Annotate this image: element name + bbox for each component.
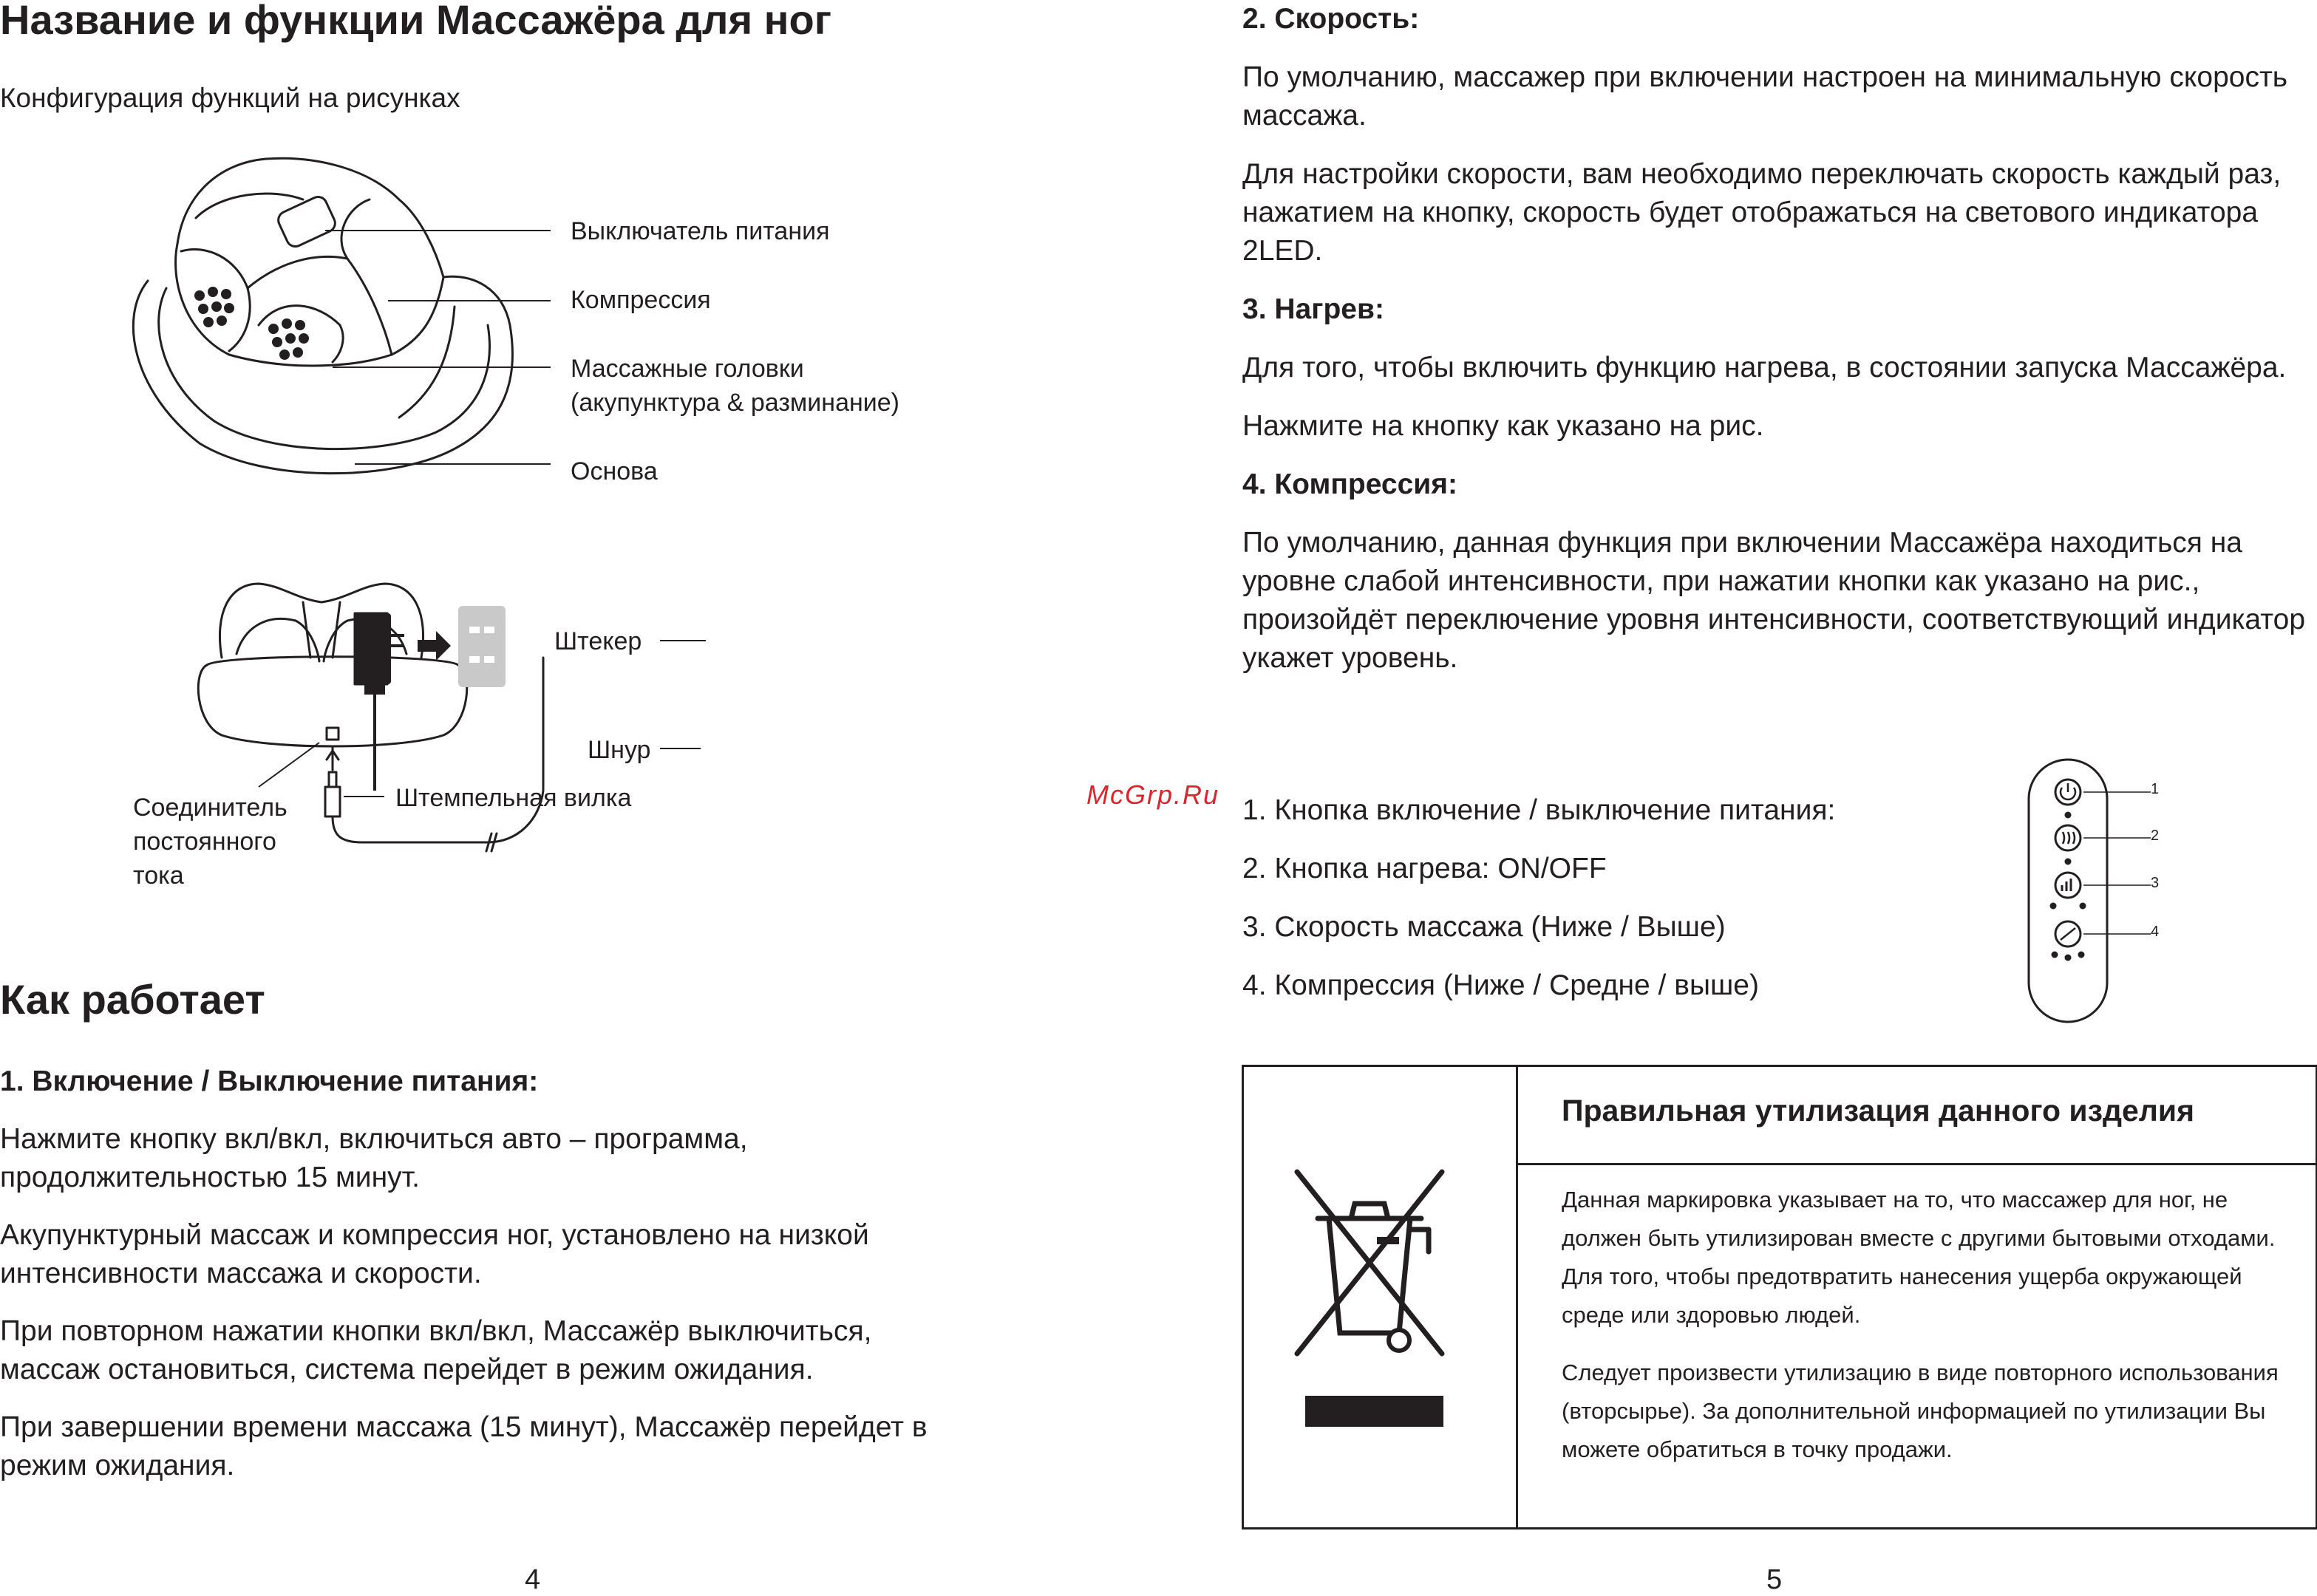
- s1-paragraph-3: При повторном нажатии кнопки вкл/вкл, Массажёр выключиться, массаж остановиться, система перейдет в режим ожидания.: [0, 1315, 872, 1385]
- button-list-item-2: 2. Кнопка нагрева: ON/OFF: [1242, 853, 1607, 884]
- s1-heading: 1. Включение / Выключение питания:: [0, 1065, 539, 1097]
- page-title: Название и функции Массажёра для ног: [0, 0, 832, 43]
- label-dc-plug: Штемпельная вилка: [395, 784, 632, 812]
- label-compression: Компрессия: [571, 286, 711, 314]
- label-base: Основа: [571, 457, 658, 485]
- remote-number-3: 3: [2151, 875, 2160, 891]
- remote-number-4: 4: [2151, 924, 2160, 940]
- button-list-item-1: 1. Кнопка включение / выключение питания:: [1242, 794, 1836, 826]
- page-subtitle: Конфигурация функций на рисунках: [0, 83, 460, 113]
- label-dc-connector-2: постоянного: [133, 828, 276, 856]
- s1-paragraph-1: Нажмите кнопку вкл/вкл, включиться авто – программа, продолжительностью 15 минут.: [0, 1123, 748, 1193]
- weee-crossed-bin-icon: [1288, 1163, 1451, 1436]
- label-power-switch: Выключатель питания: [571, 217, 830, 245]
- s2-paragraph-2: Для настройки скорости, вам необходимо переключать скорость каждый раз, нажатием на кнопку, скорость будет отображаться на светового индикатора 2LED.: [1242, 158, 2282, 267]
- remote-control-illustration: [2025, 754, 2188, 1027]
- disposal-info-box: [1242, 1065, 2317, 1530]
- right-page-sections: [1242, 0, 2307, 678]
- disposal-divider-horizontal: [1518, 1163, 2316, 1165]
- remote-number-2: 2: [2151, 828, 2160, 844]
- label-massage-heads: Массажные головки: [571, 355, 804, 383]
- page-number-left: 4: [525, 1564, 541, 1595]
- disposal-paragraph-2: Следует произвести утилизацию в виде повторного использования (вторсырье). За дополнительной информацией по утилизации Вы можете обратиться в точку продажи.: [1562, 1360, 2279, 1462]
- section-1-power: [0, 1063, 976, 1485]
- disposal-text: [1562, 1181, 2293, 1469]
- disposal-divider-vertical: [1516, 1067, 1518, 1527]
- s1-paragraph-2: Акупунктурный массаж и компрессия ног, установлено на низкой интенсивности массажа и скорости.: [0, 1219, 869, 1289]
- remote-number-1: 1: [2151, 781, 2160, 797]
- s2-heading: 2. Скорость:: [1242, 3, 1420, 35]
- label-dc-connector-1: Соединитель: [133, 794, 288, 822]
- s1-paragraph-4: При завершении времени массажа (15 минут), Массажёр перейдет в режим ожидания.: [0, 1411, 928, 1481]
- label-dc-connector-3: тока: [133, 862, 184, 890]
- disposal-title: Правильная утилизация данного изделия: [1562, 1094, 2195, 1128]
- button-list-item-3: 3. Скорость массажа (Ниже / Выше): [1242, 911, 1726, 943]
- section-title-how-it-works: Как работает: [0, 976, 265, 1023]
- s3-heading: 3. Нагрев:: [1242, 293, 1384, 325]
- s3-paragraph-1: Для того, чтобы включить функцию нагрева, в состоянии запуска Массажёра.: [1242, 352, 2287, 383]
- button-list-item-4: 4. Компрессия (Ниже / Средне / выше): [1242, 969, 1759, 1001]
- label-massage-heads-detail: (акупунктура & разминание): [571, 389, 899, 417]
- s2-paragraph-1: По умолчанию, массажер при включении настроен на минимальную скорость массажа.: [1242, 61, 2288, 132]
- s4-paragraph-1: По умолчанию, данная функция при включении Массажёра находиться на уровне слабой интенсивности, при нажатии кнопки как указано на рис., произойдёт переключение уровня интенсивности, соответствующий индикатор укажет уровень.: [1242, 527, 2306, 674]
- label-cord: Шнур: [588, 736, 651, 764]
- disposal-paragraph-1: Данная маркировка указывает на то, что массажер для ног, не должен быть утилизирован вместе с другими бытовыми отходами. Для того, чтобы предотвратить нанесения ущерба окружающей среде или здоровью людей.: [1562, 1187, 2276, 1328]
- s3-paragraph-2: Нажмите на кнопку как указано на рис.: [1242, 410, 1764, 442]
- page-number-right: 5: [1766, 1564, 1783, 1595]
- watermark: McGrp.Ru: [1086, 780, 1220, 810]
- label-plug: Штекер: [554, 627, 642, 655]
- s4-heading: 4. Компрессия:: [1242, 468, 1457, 500]
